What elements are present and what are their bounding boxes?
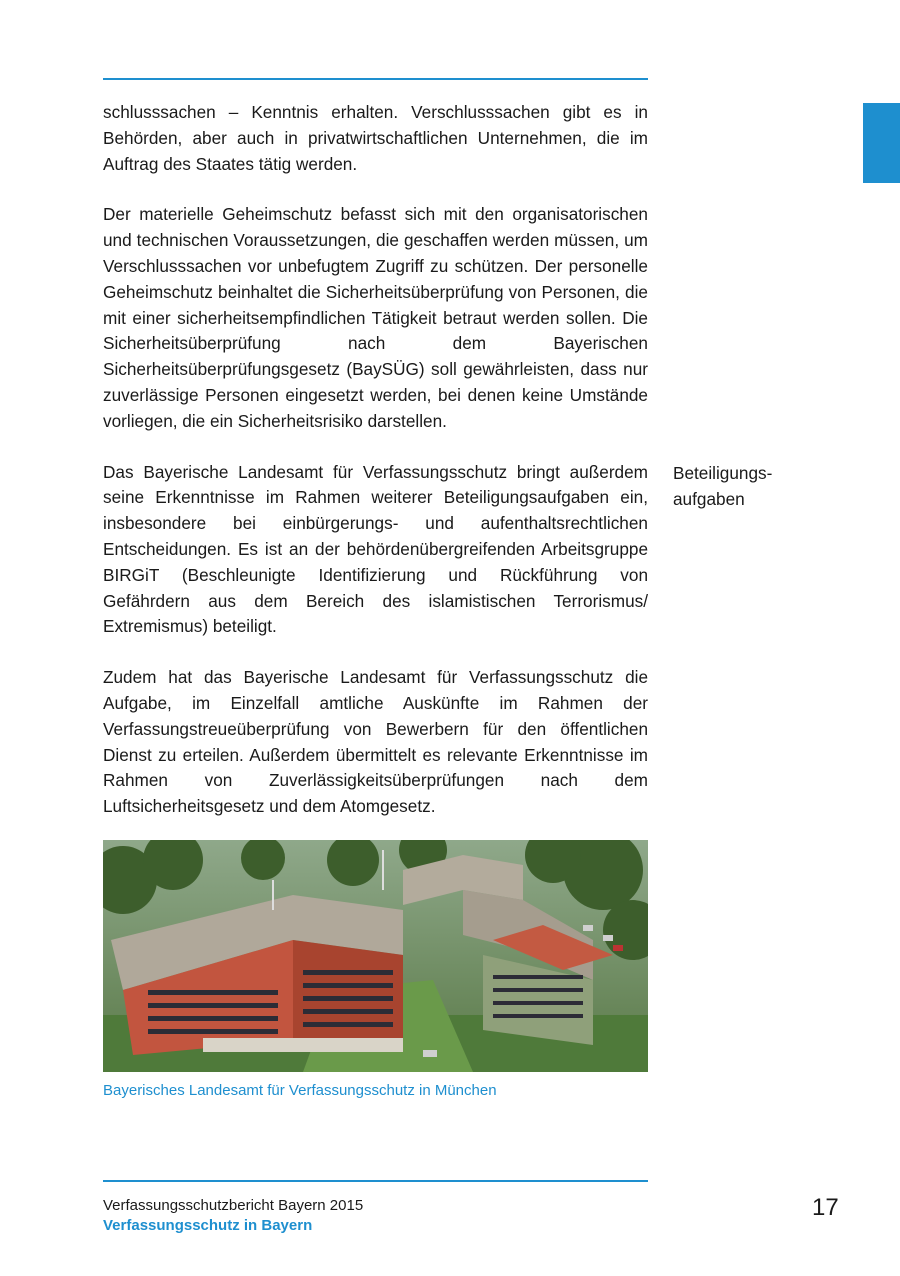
paragraph-4: Zudem hat das Bayerische Landesamt für Verfassungsschutz die Aufgabe, im Einzelfall amtliche Auskünfte im Rahmen der Verfassungstreueüberprüfung von Bewerbern für den öffentlichen Dienst zu erteilen. Außerdem übermittelt es relevante Erkenntnisse im Rahmen von Zuverlässigkeitsüberprüfungen nach dem Luftsicherheitsgesetz und dem Atomgesetz.	[103, 667, 648, 817]
figure-caption: Bayerisches Landesamt für Verfassungsschutz in München	[103, 1082, 497, 1099]
building-photo-illustration	[103, 840, 648, 1072]
footer-section-title: Verfassungsschutz in Bayern	[103, 1217, 313, 1234]
paragraph-1: schlusssachen – Kenntnis erhalten. Verschlusssachen gibt es in Behörden, aber auch in privatwirtschaftlichen Unternehmen, die im Auftrag des Staates tätig werden.	[103, 102, 648, 174]
footer-report-title: Verfassungsschutzbericht Bayern 2015	[103, 1197, 364, 1214]
page-number: 17	[812, 1194, 839, 1221]
building-photo	[103, 840, 648, 1072]
margin-note-line-1: Beteiligungs-	[673, 463, 773, 483]
chapter-tab-marker	[863, 103, 900, 183]
paragraph-2: Der materielle Geheimschutz befasst sich mit den organisatorischen und technischen Voraussetzungen, die geschaffen werden müssen, um Verschlusssachen vor unbefugtem Zugriff zu schützen. Der personelle Geheimschutz beinhaltet die Sicherheitsüberprüfung von Personen, die mit einer sicherheitsempfindlichen Tätigkeit betraut werden sollen. Die Sicherheitsüberprüfung nach dem Bayerischen Sicherheitsüberprüfungsgesetz (BaySÜG) soll gewährleisten, dass nur zuverlässige Personen eingesetzt werden, bei denen keine Umstände vorliegen, die ein Sicherheitsrisiko darstellen.	[103, 204, 648, 431]
top-rule	[103, 78, 648, 80]
margin-note-line-2: aufgaben	[673, 488, 745, 509]
main-text-column	[103, 100, 648, 845]
bottom-rule	[103, 1180, 648, 1182]
margin-note	[673, 461, 873, 513]
paragraph-3: Das Bayerische Landesamt für Verfassungsschutz bringt außerdem seine Erkenntnisse im Rahmen weiterer Beteiligungsaufgaben ein, insbesondere bei einbürgerungs- und aufenthaltsrechtlichen Entscheidungen. Es ist an der behördenübergreifenden Arbeitsgruppe BIRGiT (Beschleunigte Identifizierung und Rückführung von Gefährdern aus dem Bereich des islamistischen Terrorismus/​Extremismus) beteiligt.	[103, 461, 648, 637]
